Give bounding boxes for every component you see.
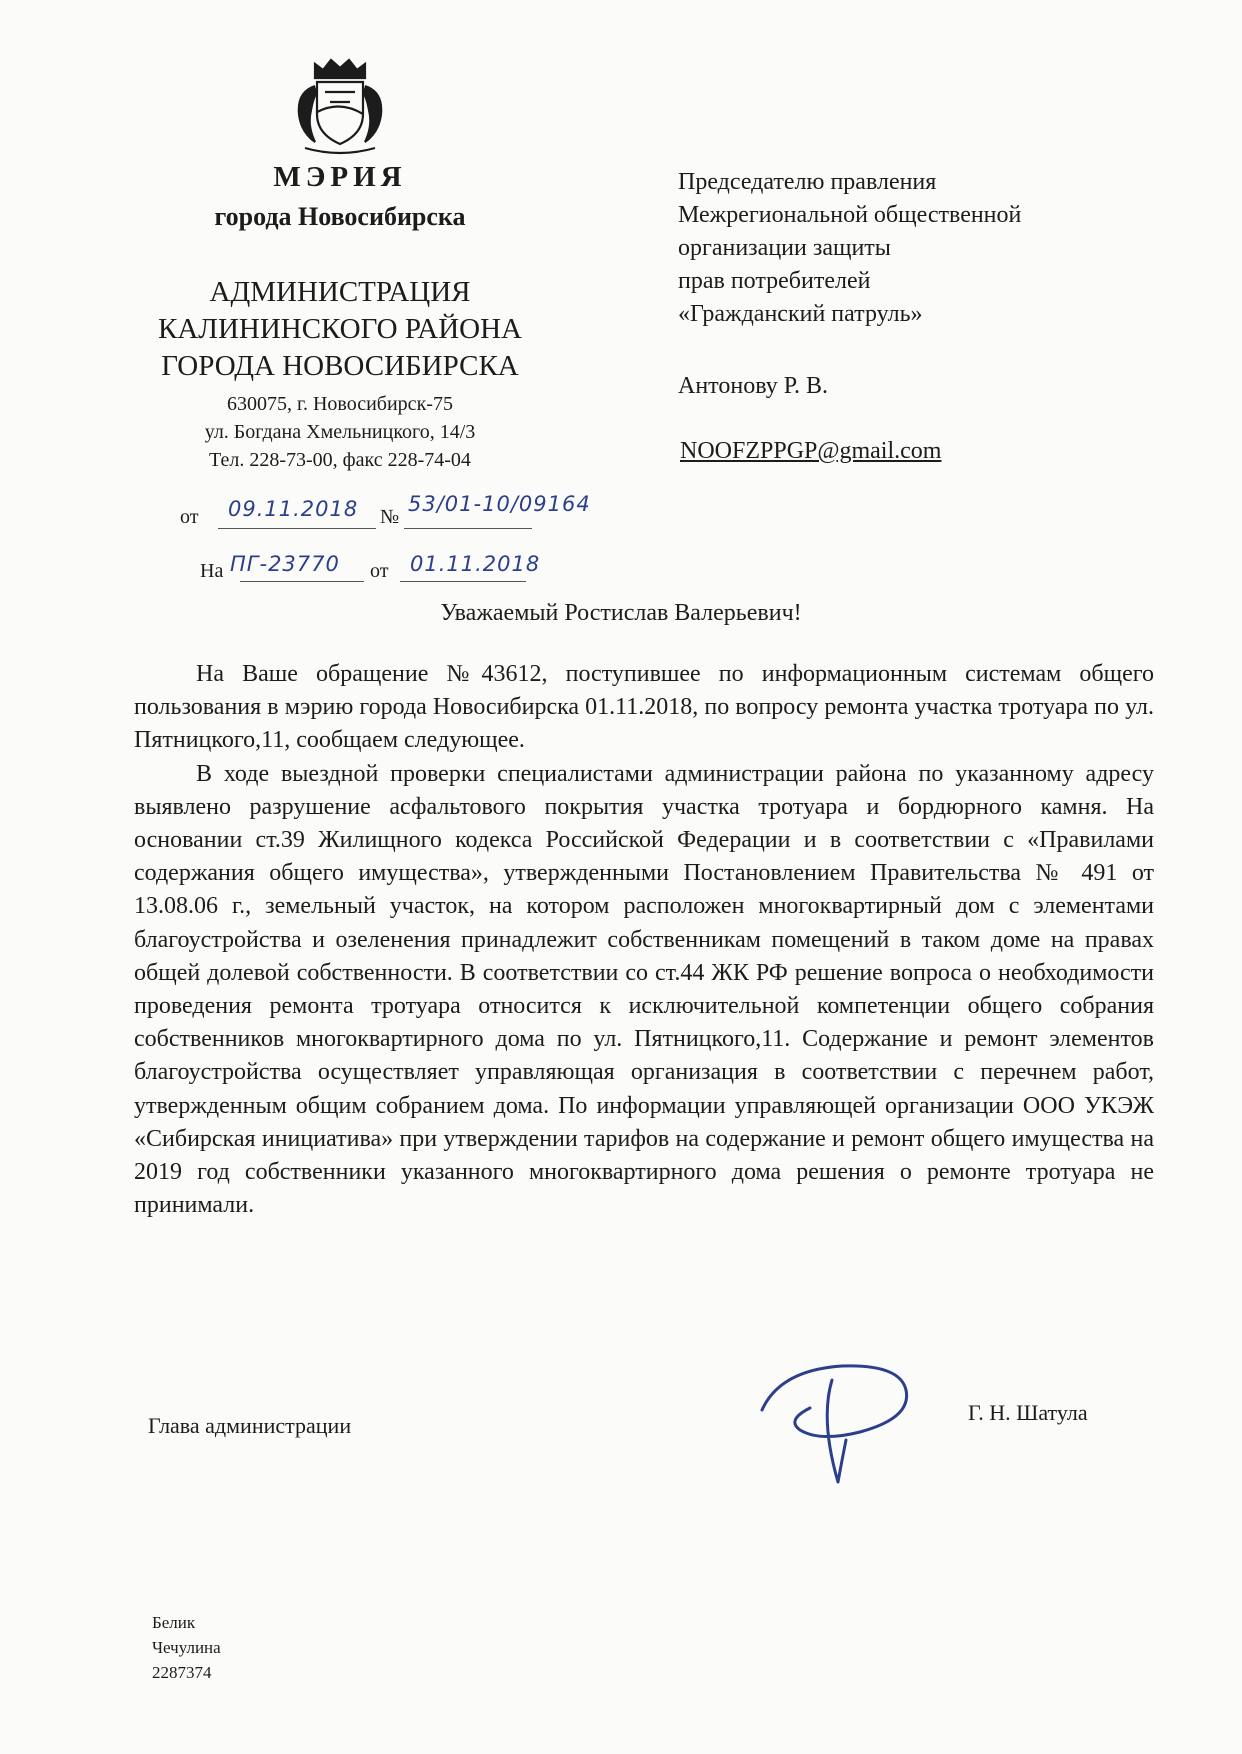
addressee-email: NOOFZPPGP@gmail.com [680,438,942,464]
outgoing-number-label: № [380,506,400,528]
outgoing-date-label: от [180,506,199,528]
signatory-name: Г. Н. Шатула [968,1400,1088,1425]
executor-line: Чечулина [152,1638,221,1657]
reference-date-underline [400,581,526,582]
executor-info [152,1610,221,1685]
addressee-line: организации защиты [678,235,891,261]
outgoing-number: 53/01-10/09164 [408,492,591,516]
addressee-block [678,166,1138,331]
novosibirsk-coat-of-arms-icon [285,52,395,162]
reference-date-label: от [370,560,389,582]
administration-name [120,274,560,385]
body-paragraph: На Ваше обращение №43612, поступившее по информационным системам общего пользования в мэрию города Новосибирска 01.11.2018, по вопросу ремонта участка тротуара по ул. Пятницкого,11, сообщаем следующее. [134,661,1154,754]
executor-line: Белик [152,1613,196,1632]
mayor-title: МЭРИЯ [273,161,407,193]
reference-number: ПГ-23770 [230,552,340,576]
outgoing-number-underline [404,528,532,529]
address-line: ул. Богдана Хмельницкого, 14/3 [204,421,476,443]
executor-phone: 2287374 [152,1663,212,1682]
addressee-name: Антонову Р. В. [678,373,829,399]
body-paragraph: В ходе выездной проверки специалистами администрации района по указанному адресу выявлено разрушение асфальтового покрытия участка тротуара и бордюрного камня. На основании ст.39 Жилищного кодекса Российской Федерации и в соответствии с «Правилами содержания общего имущества», утвержденными Постановлением Правительства № 491 от 13.08.06 г., земельный участок, на котором расположен многоквартирный дом с элементами благоустройства и озеленения принадлежит собственникам помещений в таком доме на правах общей долевой собственности. В соответствии со ст.44 ЖК РФ решение вопроса о необходимости проведения ремонта тротуара относится к исключительной компетенции общего собрания собственников многоквартирного дома по ул. Пятницкого,11. Содержание и ремонт элементов благоустройства осуществляет управляющая организация в соответствии с перечнем работ, утвержденным общим собранием дома. По информации управляющей организации ООО УКЭЖ «Сибирская инициатива» при утверждении тарифов на содержание и ремонт общего имущества на 2019 год собственники указанного многоквартирного дома решения о ремонте тротуара не принимали. [134,760,1154,1219]
outgoing-date: 09.11.2018 [228,497,359,521]
salutation: Уважаемый Ростислав Валерьевич! [440,600,802,626]
mayor-city: города Новосибирска [214,202,466,231]
letter-body [134,658,1154,1222]
administration-line: АДМИНИСТРАЦИЯ [209,276,471,308]
outgoing-date-underline [218,528,376,529]
addressee-line: Председателю правления [678,169,937,195]
address-line: 630075, г. Новосибирск-75 [227,393,453,415]
address-line: Тел. 228-73-00, факс 228-74-04 [209,449,471,471]
reference-label: На [200,560,224,582]
administration-line: КАЛИНИНСКОГО РАЙОНА [157,313,522,345]
handwritten-signature-icon [750,1350,920,1490]
addressee-line: «Гражданский патруль» [678,301,923,327]
addressee-line: Межрегиональной общественной [678,202,1022,228]
administration-line: ГОРОДА НОВОСИБИРСКА [161,350,519,382]
signatory-position: Глава администрации [148,1413,352,1438]
administration-address [160,390,520,474]
addressee-line: прав потребителей [678,268,871,294]
reference-number-underline [240,581,364,582]
reference-date: 01.11.2018 [410,552,541,576]
